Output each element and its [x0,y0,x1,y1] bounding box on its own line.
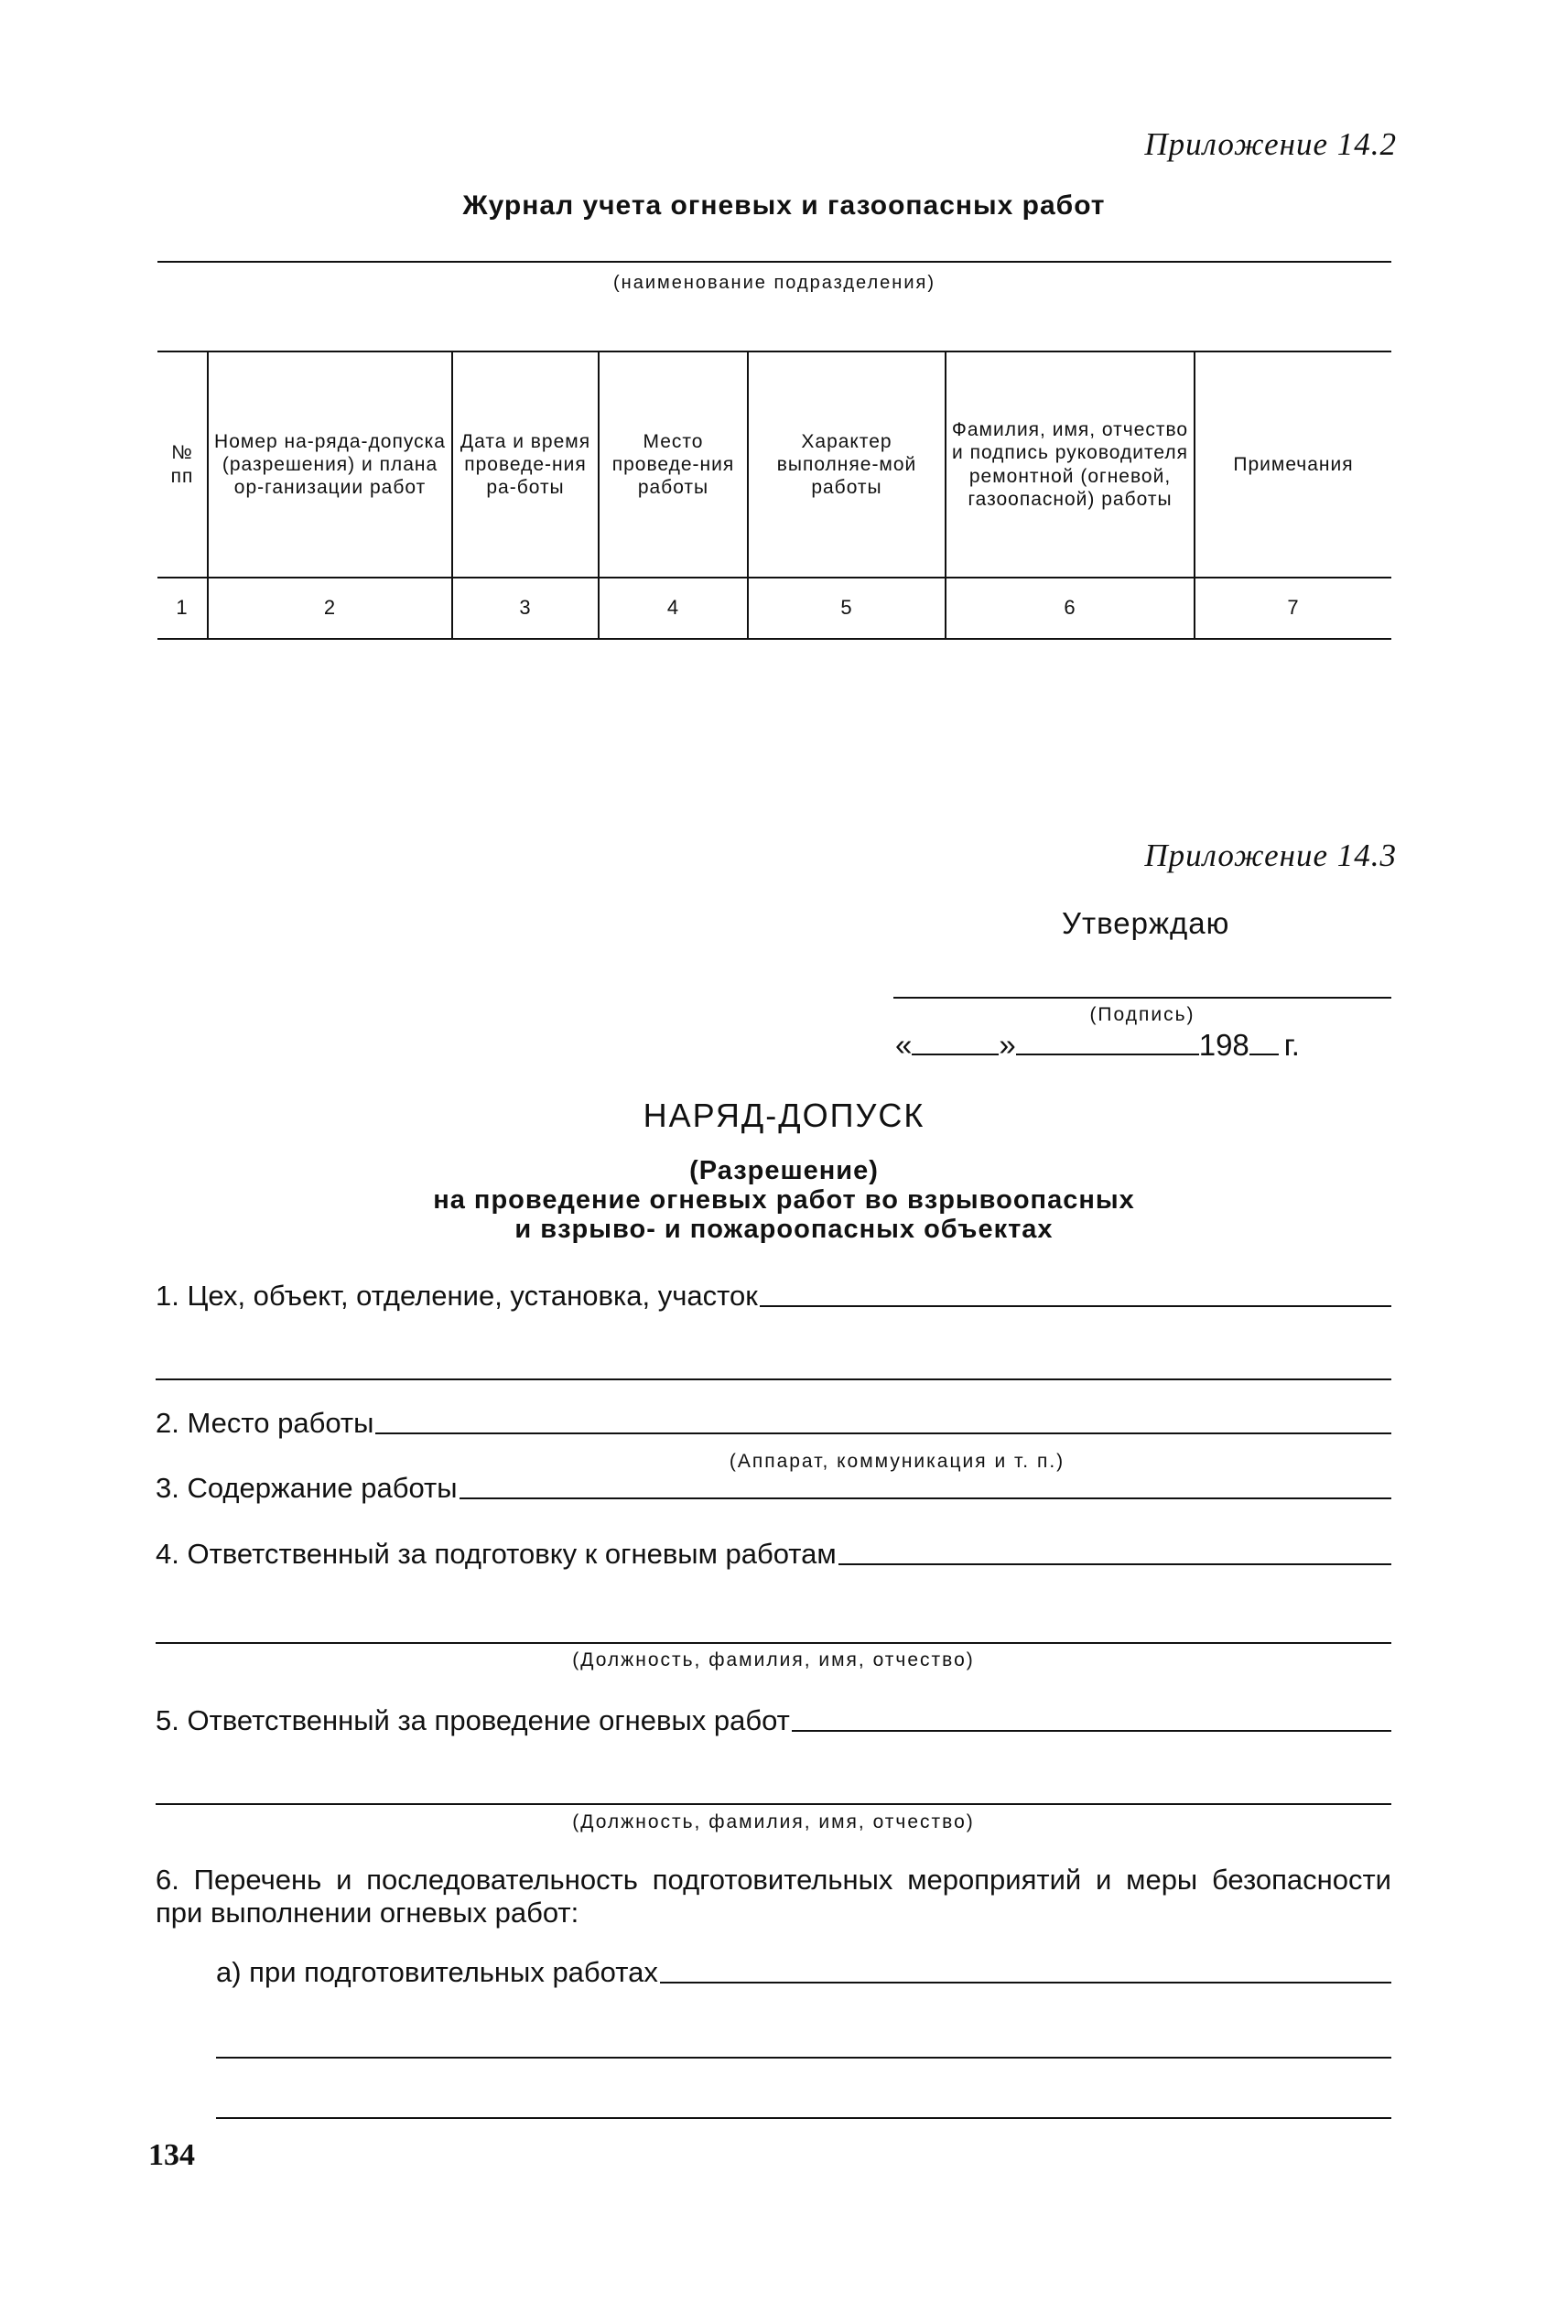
permit-subtitle-3: и взрыво- и пожароопасных объектах [514,1215,1054,1244]
permit-subtitle-2: на проведение огневых работ во взрывоопасных [433,1185,1135,1215]
day-blank [912,1030,999,1055]
page-number: 134 [148,2138,195,2172]
journal-header-row [157,351,1391,578]
division-line [157,261,1391,263]
field-measures-paragraph: 6. Перечень и последовательность подготовительных мероприятий и меры безопасности при выполнении огневых работ: [156,1864,1391,1929]
date-open-quote: « [895,1028,913,1062]
division-caption: (наименование подразделения) [612,273,936,293]
header-cell-date-time: Дата и время проведе-ния ра-боты [452,351,599,578]
header-cell-number: № пп [157,351,208,578]
appendix-14-2-label: Приложение 14.2 [1144,126,1397,162]
journal-table [157,351,1391,640]
field-content [156,1472,1391,1505]
journal-number-row [157,578,1391,639]
field-content-line [460,1496,1391,1499]
header-cell-place: Место проведе-ния работы [599,351,748,578]
table-cell: 4 [599,578,748,639]
year-suffix: г. [1283,1028,1300,1062]
header-cell-work-type: Характер выполняе-мой работы [748,351,946,578]
field-prep-responsible-line-2 [156,1642,1391,1644]
field-work-responsible-caption: (Должность, фамилия, имя, отчество) [572,1811,975,1832]
field-work-responsible [156,1704,1391,1737]
table-cell: 6 [946,578,1195,639]
field-work-responsible-label: 5. Ответственный за проведение огневых работ [156,1704,790,1736]
table-cell: 1 [157,578,208,639]
year-prefix: 198 [1198,1028,1249,1062]
approve-label: Утверждаю [1062,906,1230,940]
header-cell-notes: Примечания [1195,351,1391,578]
field-prep-responsible-label: 4. Ответственный за подготовку к огневым работам [156,1538,837,1570]
table-cell: 3 [452,578,599,639]
field-prep-responsible [156,1538,1391,1571]
date-close-quote: » [999,1028,1016,1062]
field-workshop-line [760,1303,1391,1307]
table-cell: 5 [748,578,946,639]
permit-title: НАРЯД-ДОПУСК [643,1097,925,1134]
field-place [156,1407,1391,1440]
field-prep-works-label: а) при подготовительных работах [216,1956,658,1988]
field-content-label: 3. Содержание работы [156,1472,458,1504]
field-work-responsible-line-2 [156,1803,1391,1805]
field-workshop-line-2 [156,1378,1391,1380]
month-blank [1016,1030,1199,1055]
field-workshop-label: 1. Цех, объект, отделение, установка, участок [156,1280,758,1312]
table-cell: 2 [208,578,452,639]
signature-line [893,997,1391,999]
permit-subtitle-1: (Разрешение) [689,1156,879,1185]
field-work-responsible-line [792,1728,1391,1732]
field-prep-works-line-2 [216,2057,1391,2059]
header-cell-supervisor: Фамилия, имя, отчество и подпись руководителя ремонтной (огневой, газоопасной) работы [946,351,1195,578]
field-prep-works-line [660,1980,1391,1984]
field-place-caption: (Аппарат, коммуникация и т. п.) [729,1451,1065,1472]
field-workshop [156,1280,1391,1313]
field-prep-responsible-line [838,1562,1391,1565]
header-cell-permit-number: Номер на-ряда-допуска (разрешения) и плана ор-ганизации работ [208,351,452,578]
field-prep-works [216,1956,1391,1989]
table-cell: 7 [1195,578,1391,639]
year-blank [1249,1030,1279,1055]
field-place-line [375,1431,1391,1434]
journal-title: Журнал учета огневых и газоопасных работ [462,190,1106,221]
field-place-label: 2. Место работы [156,1407,374,1439]
appendix-14-3-label: Приложение 14.3 [1144,838,1397,873]
date-row [895,1028,1300,1063]
signature-caption: (Подпись) [1089,1004,1195,1025]
field-prep-works-line-3 [216,2117,1391,2119]
field-prep-responsible-caption: (Должность, фамилия, имя, отчество) [572,1649,975,1670]
